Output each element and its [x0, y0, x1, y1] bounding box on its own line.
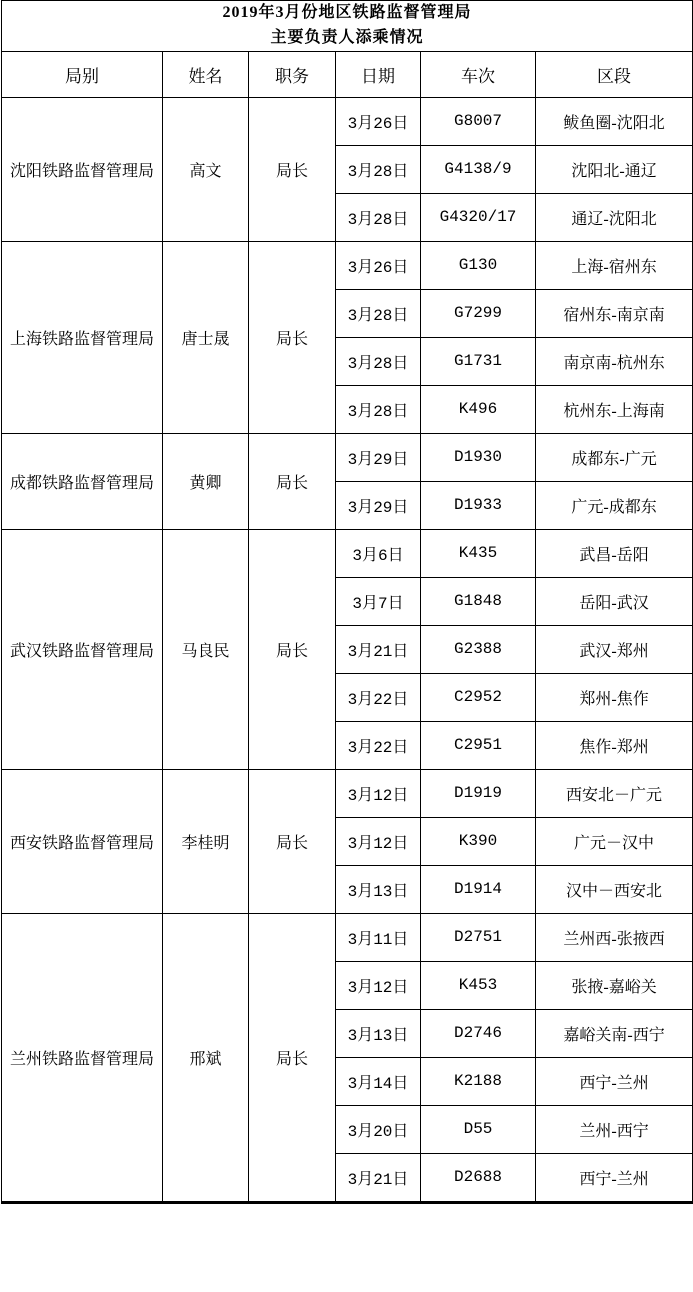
train-cell: D1914	[421, 865, 536, 913]
table-header-row	[2, 51, 693, 97]
segment-cell: 杭州东-上海南	[536, 385, 693, 433]
table-row	[2, 433, 693, 481]
date-cell: 3月29日	[336, 433, 421, 481]
segment-cell: 岳阳-武汉	[536, 577, 693, 625]
segment-cell: 通辽-沈阳北	[536, 193, 693, 241]
date-cell: 3月6日	[336, 529, 421, 577]
segment-cell: 西宁-兰州	[536, 1057, 693, 1105]
date-cell: 3月28日	[336, 385, 421, 433]
segment-cell: 郑州-焦作	[536, 673, 693, 721]
segment-cell: 西安北－广元	[536, 769, 693, 817]
bureau-cell: 上海铁路监督管理局	[2, 241, 163, 433]
segment-cell: 鲅鱼圈-沈阳北	[536, 97, 693, 145]
bureau-cell: 西安铁路监督管理局	[2, 769, 163, 913]
position-cell: 局长	[249, 913, 336, 1202]
date-cell: 3月20日	[336, 1105, 421, 1153]
segment-cell: 兰州-西宁	[536, 1105, 693, 1153]
segment-cell: 兰州西-张掖西	[536, 913, 693, 961]
date-cell: 3月11日	[336, 913, 421, 961]
position-cell: 局长	[249, 433, 336, 529]
date-cell: 3月28日	[336, 193, 421, 241]
segment-cell: 南京南-杭州东	[536, 337, 693, 385]
name-cell: 邢斌	[163, 913, 249, 1202]
name-cell: 李桂明	[163, 769, 249, 913]
table-row	[2, 241, 693, 289]
train-cell: D1933	[421, 481, 536, 529]
date-cell: 3月13日	[336, 865, 421, 913]
header-bureau: 局别	[2, 51, 163, 97]
table-row	[2, 529, 693, 577]
train-cell: K496	[421, 385, 536, 433]
date-cell: 3月13日	[336, 1009, 421, 1057]
date-cell: 3月21日	[336, 625, 421, 673]
position-cell: 局长	[249, 529, 336, 769]
segment-cell: 广元-成都东	[536, 481, 693, 529]
date-cell: 3月29日	[336, 481, 421, 529]
train-cell: D55	[421, 1105, 536, 1153]
name-cell: 高文	[163, 97, 249, 241]
train-cell: C2951	[421, 721, 536, 769]
page-title-line-2: 主要负责人添乘情况	[270, 28, 424, 46]
segment-cell: 焦作-郑州	[536, 721, 693, 769]
segment-cell: 西宁-兰州	[536, 1153, 693, 1202]
segment-cell: 广元－汉中	[536, 817, 693, 865]
train-cell: G4320/17	[421, 193, 536, 241]
train-cell: G4138/9	[421, 145, 536, 193]
train-cell: D1930	[421, 433, 536, 481]
train-cell: G7299	[421, 289, 536, 337]
date-cell: 3月28日	[336, 145, 421, 193]
header-segment: 区段	[536, 51, 693, 97]
date-cell: 3月12日	[336, 769, 421, 817]
table-row	[2, 913, 693, 961]
train-cell: G2388	[421, 625, 536, 673]
train-cell: G1848	[421, 577, 536, 625]
train-cell: K435	[421, 529, 536, 577]
train-cell: K453	[421, 961, 536, 1009]
bureau-cell: 武汉铁路监督管理局	[2, 529, 163, 769]
date-cell: 3月26日	[336, 241, 421, 289]
date-cell: 3月21日	[336, 1153, 421, 1202]
segment-cell: 上海-宿州东	[536, 241, 693, 289]
bureau-cell: 兰州铁路监督管理局	[2, 913, 163, 1202]
page-title-line-1: 2019年3月份地区铁路监督管理局	[222, 4, 472, 21]
segment-cell: 宿州东-南京南	[536, 289, 693, 337]
train-cell: D1919	[421, 769, 536, 817]
bureau-cell: 沈阳铁路监督管理局	[2, 97, 163, 241]
header-position: 职务	[249, 51, 336, 97]
position-cell: 局长	[249, 241, 336, 433]
position-cell: 局长	[249, 97, 336, 241]
date-cell: 3月22日	[336, 673, 421, 721]
date-cell: 3月26日	[336, 97, 421, 145]
date-cell: 3月12日	[336, 961, 421, 1009]
position-cell: 局长	[249, 769, 336, 913]
header-train: 车次	[421, 51, 536, 97]
train-cell: D2751	[421, 913, 536, 961]
table-row	[2, 769, 693, 817]
date-cell: 3月22日	[336, 721, 421, 769]
segment-cell: 张掖-嘉峪关	[536, 961, 693, 1009]
segment-cell: 武汉-郑州	[536, 625, 693, 673]
title-row	[2, 1, 693, 52]
name-cell: 马良民	[163, 529, 249, 769]
date-cell: 3月28日	[336, 337, 421, 385]
train-cell: G1731	[421, 337, 536, 385]
ride-records-table	[1, 0, 693, 1204]
date-cell: 3月28日	[336, 289, 421, 337]
header-name: 姓名	[163, 51, 249, 97]
date-cell: 3月14日	[336, 1057, 421, 1105]
train-cell: D2688	[421, 1153, 536, 1202]
segment-cell: 沈阳北-通辽	[536, 145, 693, 193]
date-cell: 3月7日	[336, 577, 421, 625]
train-cell: K2188	[421, 1057, 536, 1105]
segment-cell: 武昌-岳阳	[536, 529, 693, 577]
page-title	[2, 1, 693, 52]
segment-cell: 汉中－西安北	[536, 865, 693, 913]
name-cell: 黄卿	[163, 433, 249, 529]
segment-cell: 成都东-广元	[536, 433, 693, 481]
name-cell: 唐士晟	[163, 241, 249, 433]
segment-cell: 嘉峪关南-西宁	[536, 1009, 693, 1057]
header-date: 日期	[336, 51, 421, 97]
train-cell: K390	[421, 817, 536, 865]
train-cell: G130	[421, 241, 536, 289]
date-cell: 3月12日	[336, 817, 421, 865]
table-row	[2, 97, 693, 145]
train-cell: C2952	[421, 673, 536, 721]
train-cell: G8007	[421, 97, 536, 145]
bureau-cell: 成都铁路监督管理局	[2, 433, 163, 529]
train-cell: D2746	[421, 1009, 536, 1057]
